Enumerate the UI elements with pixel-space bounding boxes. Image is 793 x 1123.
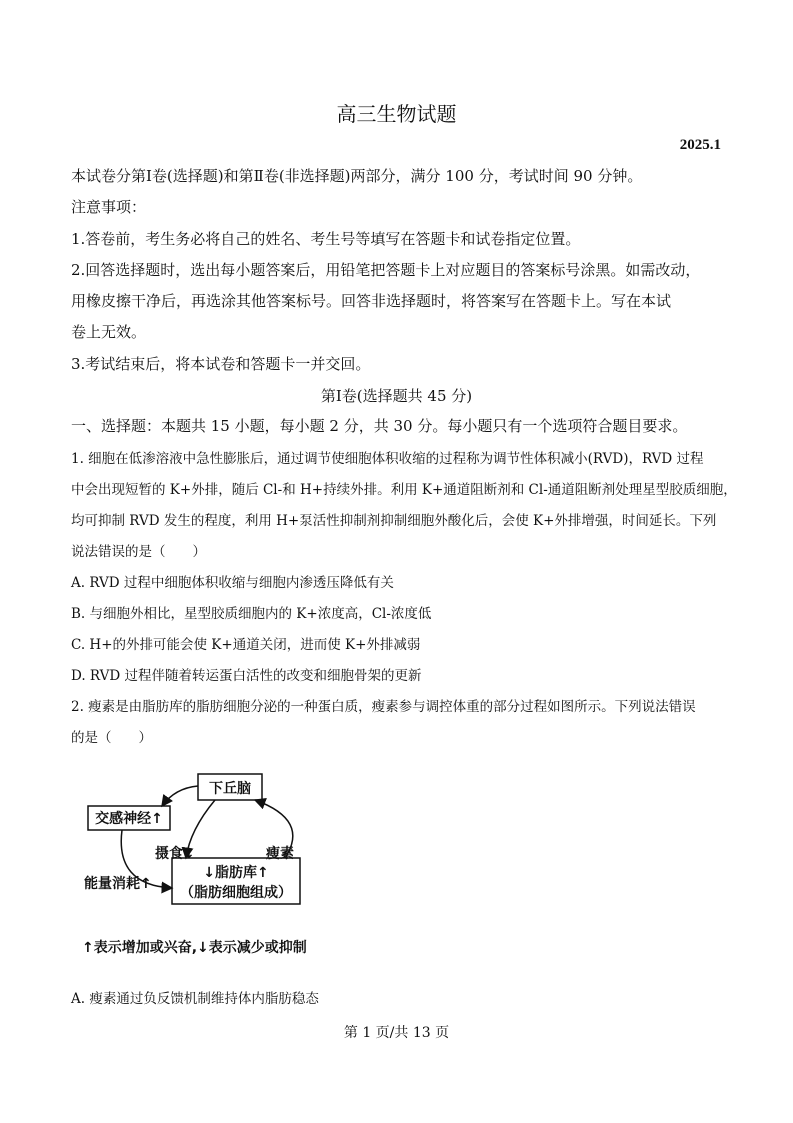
leptin-regulation-diagram [80,770,350,969]
feeding-label: 摄食↓ [155,846,195,862]
q2-line2: 的是（ ） [71,730,152,746]
exam-date: 2025.1 [679,137,721,153]
q1-line3: 均可抑制 RVD 发生的程度，利用 H+泵活性抑制剂抑制细胞外酸化后，会使 K+外排增强，时间延长。下列 [71,513,717,529]
note-2-line1: 2.回答选择题时，选出每小题答案后，用铅笔把答题卡上对应题目的答案标号涂黑。如需改动， [71,261,701,279]
q1-option-b: B. 与细胞外相比，星型胶质细胞内的 K+浓度高，Cl-浓度低 [71,606,432,622]
q1-line4: 说法错误的是（ ） [71,544,206,560]
intro-text: 本试卷分第Ⅰ卷(选择题)和第Ⅱ卷(非选择题)两部分，满分 100 分，考试时间 90 分钟。 [71,167,643,185]
section-title: 第Ⅰ卷(选择题共 45 分) [320,387,473,405]
notes-heading: 注意事项： [71,198,147,216]
note-2-line3: 卷上无效。 [71,323,147,341]
q1-option-c: C. H+的外排可能会使 K+通道关闭，进而使 K+外排减弱 [71,637,421,653]
page-footer: 第 1 页/共 13 页 [343,1025,450,1041]
q2-line1: 2. 瘦素是由脂肪库的脂肪细胞分泌的一种蛋白质，瘦素参与调控体重的部分过程如图所示。下列说法错误 [71,699,696,715]
q1-line2: 中会出现短暂的 K+外排，随后 Cl-和 H+持续外排。利用 K+通道阻断剂和 Cl-通道阻断剂处理星型胶质细胞， [71,482,737,498]
energy-consumption-label: 能量消耗↑ [84,876,152,892]
sympathetic-label: 交感神经↑ [95,811,163,827]
q1-option-d: D. RVD 过程伴随着转运蛋白活性的改变和细胞骨架的更新 [71,668,422,684]
fat-depot-label: ↓脂肪库↑ [203,865,269,881]
arrow-hypothalamus-to-sympathetic [162,786,198,806]
note-3: 3.考试结束后，将本试卷和答题卡一并交回。 [71,355,371,373]
note-1: 1.答卷前，考生务必将自己的姓名、考生号等填写在答题卡和试卷指定位置。 [71,230,581,248]
fat-depot-sublabel: （脂肪细胞组成） [180,885,292,901]
note-2-line2: 用橡皮擦干净后，再选涂其他答案标号。回答非选择题时，将答案写在答题卡上。写在本试 [71,292,672,310]
section-instruction: 一、选择题：本题共 15 小题，每小题 2 分，共 30 分。每小题只有一个选项符合题目要求。 [71,417,688,435]
leptin-label: 瘦素 [266,846,294,862]
q1-line1: 1. 细胞在低渗溶液中急性膨胀后，通过调节使细胞体积收缩的过程称为调节性体积减小(RVD)，RVD 过程 [71,451,704,467]
page-title: 高三生物试题 [336,102,457,126]
q2-option-a: A. 瘦素通过负反馈机制维持体内脂肪稳态 [71,991,319,1007]
hypothalamus-label: 下丘脑 [209,781,251,797]
q1-option-a: A. RVD 过程中细胞体积收缩与细胞内渗透压降低有关 [71,575,394,591]
figure-legend: ↑表示增加或兴奋,↓表示减少或抑制 [82,940,307,956]
